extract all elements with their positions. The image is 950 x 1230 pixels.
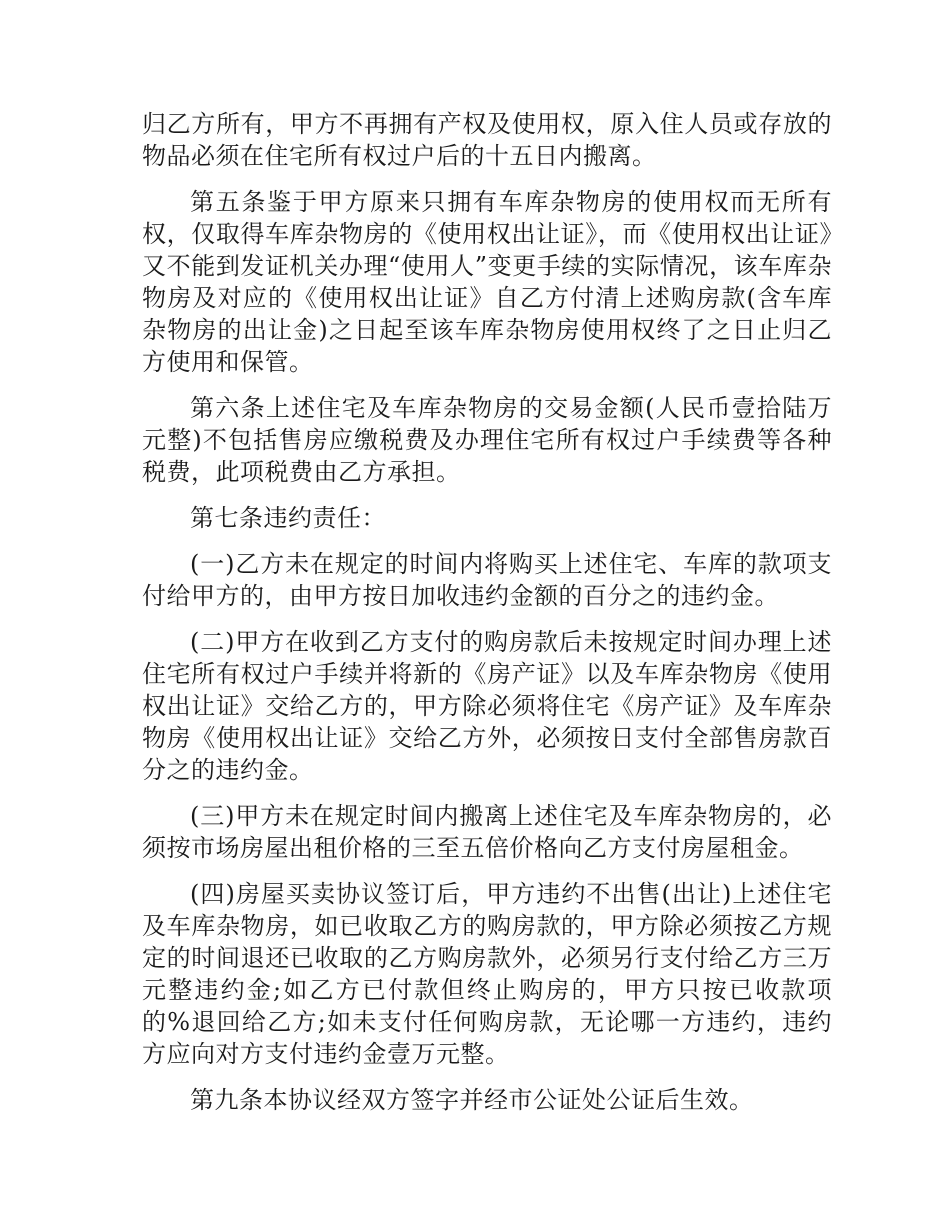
paragraph-clause-3: (三)甲方未在规定时间内搬离上述住宅及车库杂物房的，必须按市场房屋出租价格的三至五倍价格向乙方支付房屋租金。 xyxy=(142,802,832,862)
paragraph-clause-2: (二)甲方在收到乙方支付的购房款后未按规定时间办理上述住宅所有权过户手续并将新的《房产证》以及车库杂物房《使用权出让证》交给乙方的，甲方除必须将住宅《房产证》及车库杂物房《使用权出让证》交给乙方外，必须按日支付全部售房款百分之的违约金。 xyxy=(142,628,832,784)
paragraph-continuation: 归乙方所有，甲方不再拥有产权及使用权，原入住人员或存放的物品必须在住宅所有权过户后的十五日内搬离。 xyxy=(142,110,832,170)
paragraph-clause-4: (四)房屋买卖协议签订后，甲方违约不出售(出让)上述住宅及车库杂物房，如已收取乙方的购房款的，甲方除必须按乙方规定的时间退还已收取的乙方购房款外，必须另行支付给乙方三万元整违约金;如乙方已付款但终止购房的，甲方只按已收款项的%退回给乙方;如未支付任何购房款，无论哪一方违约，违约方应向对方支付违约金壹万元整。 xyxy=(142,880,832,1068)
paragraph-clause-1: (一)乙方未在规定的时间内将购买上述住宅、车库的款项支付给甲方的，由甲方按日加收违约金额的百分之的违约金。 xyxy=(142,550,832,610)
paragraph-article-7-heading: 第七条违约责任： xyxy=(190,504,386,532)
paragraph-article-9: 第九条本协议经双方签字并经市公证处公证后生效。 xyxy=(190,1086,754,1114)
paragraph-article-6: 第六条上述住宅及车库杂物房的交易金额(人民币壹拾陆万元整)不包括售房应缴税费及办理住宅所有权过户手续费等各种税费，此项税费由乙方承担。 xyxy=(142,394,832,486)
paragraph-article-5: 第五条鉴于甲方原来只拥有车库杂物房的使用权而无所有权，仅取得车库杂物房的《使用权出让证》，而《使用权出让证》又不能到发证机关办理“使用人”变更手续的实际情况，该车库杂物房及对应的《使用权出让证》自乙方付清上述购房款(含车库杂物房的出让金)之日起至该车库杂物房使用权终了之日止归乙方使用和保管。 xyxy=(142,188,832,376)
